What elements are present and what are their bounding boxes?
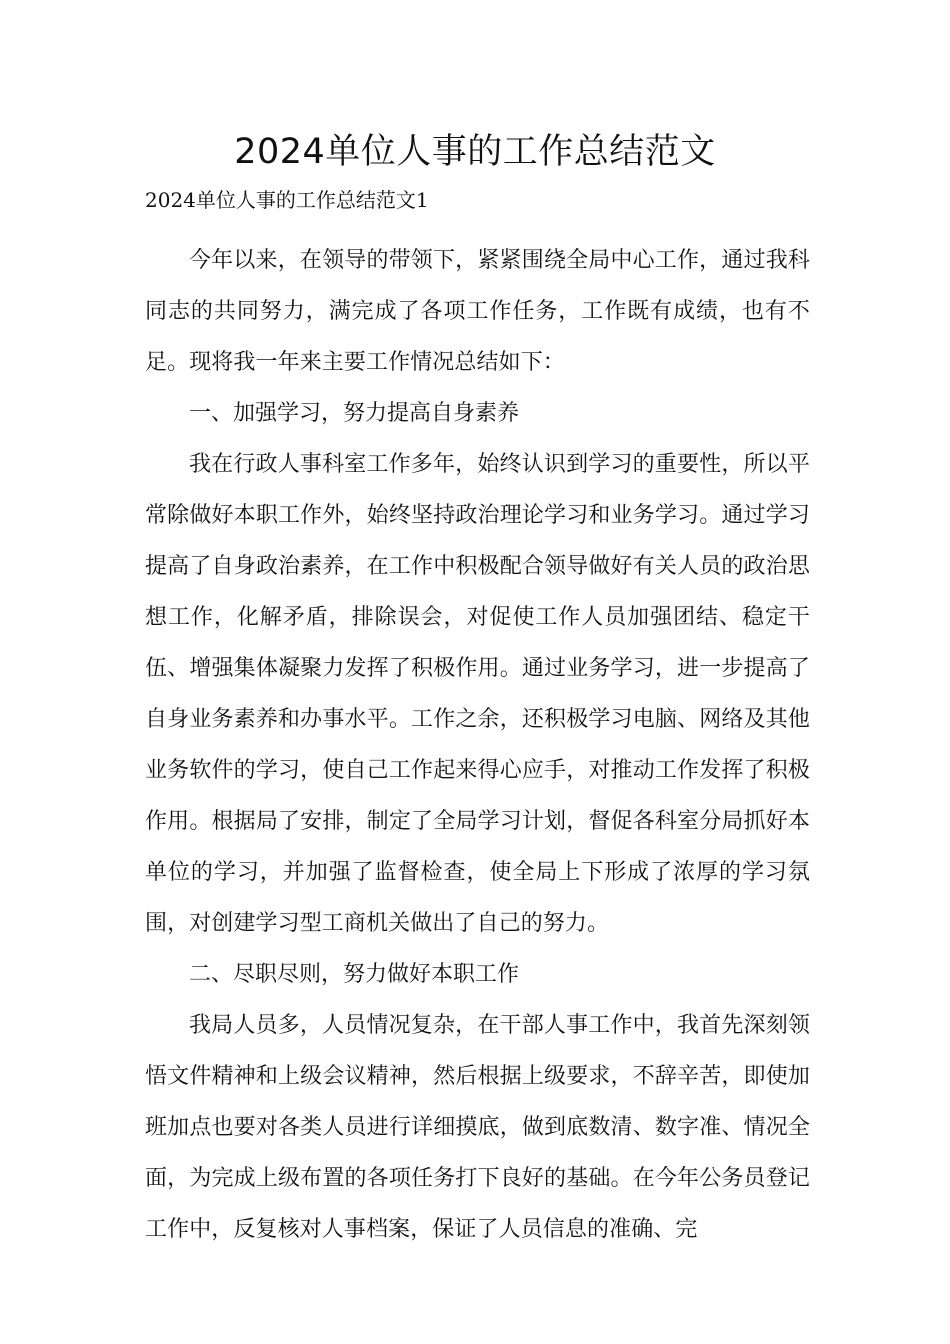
section-subtitle: 2024单位人事的工作总结范文1 xyxy=(145,188,429,212)
section-heading-1: 一、加强学习，努力提高自身素养 xyxy=(189,401,520,426)
document-title: 2024单位人事的工作总结范文 xyxy=(234,132,716,172)
document-body xyxy=(145,186,810,1255)
duty-paragraph: 我局人员多，人员情况复杂，在干部人事工作中，我首先深刻领悟文件精神和上级会议精神，然后根据上级要求，不辞辛苦，即使加班加点也要对各类人员进行详细摸底，做到底数清、数字准、情况全面，为完成上级布置的各项任务打下良好的基础。在今年公务员登记工作中，反复核对人事档案，保证了人员信息的准确、完 xyxy=(145,1013,810,1242)
section-heading-2: 二、尽职尽则，努力做好本职工作 xyxy=(189,962,520,987)
study-paragraph: 我在行政人事科室工作多年，始终认识到学习的重要性，所以平常除做好本职工作外，始终坚持政治理论学习和业务学习。通过学习提高了自身政治素养，在工作中积极配合领导做好有关人员的政治思想工作，化解矛盾，排除误会，对促使工作人员加强团结、稳定干伍、增强集体凝聚力发挥了积极作用。通过业务学习，进一步提高了自身业务素养和办事水平。工作之余，还积极学习电脑、网络及其他业务软件的学习，使自己工作起来得心应手，对推动工作发挥了积极作用。根据局了安排，制定了全局学习计划，督促各科室分局抓好本单位的学习，并加强了监督检查，使全局上下形成了浓厚的学习氛围，对创建学习型工商机关做出了自己的努力。 xyxy=(145,452,810,936)
intro-paragraph: 今年以来，在领导的带领下，紧紧围绕全局中心工作，通过我科同志的共同努力，满完成了各项工作任务，工作既有成绩，也有不足。现将我一年来主要工作情况总结如下： xyxy=(145,248,810,375)
